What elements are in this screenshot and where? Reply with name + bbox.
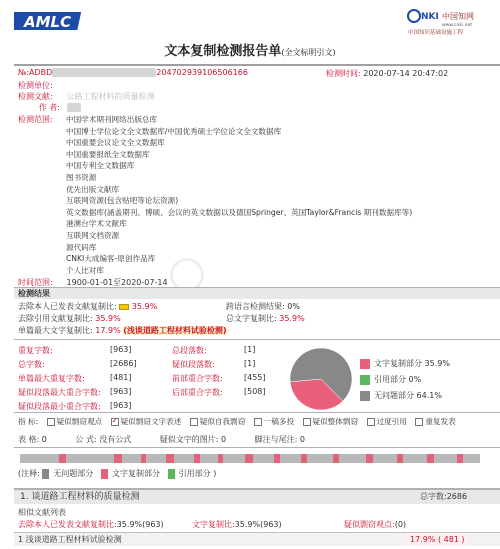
excl-cite-label: 去除引用文献复制比:: [18, 314, 93, 323]
checkbox-whole-plag[interactable]: [303, 418, 311, 426]
check-time-value: 2020-07-14 20:47:02: [363, 69, 449, 78]
doc-sus-view-label: 疑似剽窃观点:: [344, 520, 395, 529]
legend-cite-value: 0%: [408, 375, 422, 384]
indicator-item: 疑似剽窃文字表述: [120, 417, 182, 426]
stat-total-chars-value: [2686]: [110, 359, 137, 368]
strip-segment[interactable]: [333, 454, 339, 463]
database-list: [66, 114, 412, 276]
strip-segment[interactable]: [366, 454, 373, 463]
checkbox-dup-pub[interactable]: [415, 418, 423, 426]
indicator-row: [18, 416, 456, 427]
table-info-row: [18, 434, 331, 445]
legend-swatch-none: [360, 391, 370, 401]
strip-segment[interactable]: [59, 454, 65, 463]
stat-label: 重复字数:: [18, 346, 53, 355]
cnki-logo: [406, 8, 490, 36]
strip-segment[interactable]: [166, 454, 173, 463]
strip-copy-label: 文字复制部分: [112, 469, 161, 478]
stat-single-max-dup: [18, 373, 85, 384]
database-item: 互联网资源(包含贴吧等论坛资源): [66, 196, 179, 206]
similar-doc-title[interactable]: 1 浅谈道路工程材料试验检测: [18, 535, 122, 544]
cross-lang-value: 0%: [287, 302, 300, 311]
doc-copy-value: 35.9%(963): [234, 520, 282, 529]
scope-label: 检测范围:: [18, 115, 53, 124]
results-title: 检测结果: [18, 289, 50, 298]
strip-segment[interactable]: [194, 454, 200, 463]
excl-cite-row: [18, 313, 121, 324]
stat-front-dup-value: [455]: [244, 373, 266, 382]
document-heading[interactable]: 1. 谈道路工程材料的质量检测: [20, 492, 140, 502]
header-divider: [14, 64, 500, 66]
stat-sus-paras: [172, 359, 215, 370]
stat-single-max-dup-value: [481]: [110, 373, 132, 382]
single-max-label: 单篇最大文字复制比:: [18, 326, 93, 335]
database-item: 中国专利全文数据库: [66, 161, 135, 171]
author-row: [18, 102, 81, 113]
indicator-item: 疑似整体剽窃: [312, 417, 359, 426]
period-value: 1900-01-01至2020-07-14: [66, 278, 168, 287]
svg-text:NKI: NKI: [421, 12, 439, 22]
strip-legend: [18, 468, 216, 479]
stat-total-paras: [172, 345, 207, 356]
ratio-bar: [119, 304, 129, 310]
single-max-row: [18, 325, 227, 336]
check-time: [326, 68, 448, 79]
doc-sus-view-group: [344, 519, 406, 530]
database-item: 港澳台学术文献库: [66, 219, 127, 229]
stat-label: 疑似段落数:: [172, 360, 215, 369]
stat-label: 前部重合字数:: [172, 374, 223, 383]
pie-chart: [284, 346, 358, 412]
checkbox-multi-sub[interactable]: [254, 418, 262, 426]
single-max-value: 17.9%: [95, 326, 121, 335]
redacted-block: [52, 68, 156, 77]
total-copy-row: [226, 313, 305, 324]
author-redacted: [67, 103, 81, 112]
checkbox-sus-view[interactable]: [47, 418, 55, 426]
doc-value: 公路工程材料的质量检测: [66, 92, 155, 101]
stat-label: 后部重合字数:: [172, 388, 223, 397]
database-item: 中国学术期刊网络出版总库: [66, 115, 158, 124]
dept-label: 检测单位:: [18, 81, 53, 90]
stat-back-dup-value: [508]: [244, 387, 266, 396]
svg-text:www.cnki.net: www.cnki.net: [442, 23, 473, 28]
doc-row: [18, 91, 155, 102]
stat-sus-max-value: [963]: [110, 387, 132, 396]
excl-cite-value: 35.9%: [95, 314, 121, 323]
doc-ratio-row: [18, 519, 500, 530]
stat-front-dup: [172, 373, 223, 384]
legend-copy-label: 文字复制部分: [374, 359, 422, 368]
database-item: 中国博士学位论文全文数据库/中国优秀硕士学位论文全文数据库: [66, 126, 282, 136]
indicator-item: 重复发表: [425, 417, 456, 426]
formulas-info: 公 式: 没有公式: [75, 435, 132, 444]
svg-text:中国知识基础设施工程: 中国知识基础设施工程: [408, 30, 464, 36]
database-item: 优先出版文献库: [66, 184, 120, 194]
stat-sus-paras-value: [1]: [244, 359, 256, 368]
strip-segment[interactable]: [301, 454, 307, 463]
database-item: 个人比对库: [66, 265, 104, 275]
stat-back-dup: [172, 387, 223, 398]
footnotes-count: 脚注与尾注: 0: [254, 435, 305, 444]
database-item: 中国重要会议论文全文数据库: [66, 138, 165, 148]
note-prefix: (注释:: [18, 469, 40, 478]
total-copy-value: 35.9%: [279, 314, 305, 323]
cross-lang-label: 跨语言检测结果:: [226, 302, 285, 311]
single-max-doc[interactable]: (浅谈道路工程材料试验检测): [123, 326, 227, 335]
doc-copy-label: 文字复制比:: [192, 520, 235, 529]
stat-total-chars: [18, 359, 45, 370]
strip-swatch-copy: [101, 469, 108, 479]
database-item: CNKI大成编客-原创作品库: [66, 254, 156, 264]
scope-row: [18, 114, 64, 125]
doc-excl-self-value: 35.9%(963): [116, 520, 164, 529]
legend-none-label: 无问题部分: [374, 391, 414, 400]
stat-label: 总字数:: [18, 360, 45, 369]
check-time-label: 检测时间:: [326, 69, 361, 78]
doc-copy-group: [192, 519, 282, 530]
legend-cite: [360, 374, 421, 385]
legend-none: [360, 390, 442, 401]
strip-segment[interactable]: [427, 454, 434, 463]
checkbox-self-plag[interactable]: [190, 418, 198, 426]
svg-text:中国知网: 中国知网: [442, 12, 474, 21]
excl-self-label: 去除本人已发表文献复制比:: [18, 302, 117, 311]
similar-doc-value: 17.9% ( 481 ): [406, 533, 469, 546]
report-title: [0, 40, 500, 59]
author-label: 作 者:: [38, 103, 60, 112]
stat-dup-chars: [18, 345, 53, 356]
dept-row: [18, 80, 64, 91]
similar-list-label: 相似文献列表: [18, 508, 66, 517]
report-number-value: 204702939106506166: [156, 68, 248, 77]
stat-sus-min-value: [963]: [110, 401, 132, 410]
images-count: 疑似文字的图片: 0: [159, 435, 227, 444]
strip-segment[interactable]: [245, 454, 252, 463]
strip-segment[interactable]: [141, 454, 147, 463]
total-copy-label: 总文字复制比:: [226, 314, 277, 323]
report-number-label: №:ADBD: [18, 68, 53, 77]
stat-label: 疑似段落最小重合字数:: [18, 402, 101, 411]
indicator-divider: [14, 412, 500, 413]
document-section-header: [14, 488, 500, 504]
legend-copy: [360, 358, 450, 369]
indicator-item: 一稿多投: [263, 417, 295, 426]
strip-segment[interactable]: [457, 454, 463, 463]
excl-self-value: 35.9%: [131, 302, 158, 311]
legend-copy-value: 35.9%: [424, 359, 450, 368]
database-item: 英文数据库(涵盖期刊、博硕、会议的英文数据以及德国Springer、英国Taylor&Francis 期刊数据库等): [66, 207, 413, 217]
char-count-value: 2686: [446, 492, 468, 501]
report-number: [18, 68, 248, 77]
tables-count: 表 格: 0: [18, 435, 47, 444]
database-item: 互联网文档资源: [66, 230, 120, 240]
title-suffix: (全文标明引文): [281, 48, 336, 57]
indicator-item: 疑似自我剽窃: [199, 417, 246, 426]
legend-swatch-cite: [360, 375, 370, 385]
strip-segment[interactable]: [397, 454, 403, 463]
similar-doc-row[interactable]: [14, 532, 500, 546]
doc-excl-self-label: 去除本人已发表文献复制比:: [18, 520, 117, 529]
checkbox-sus-text[interactable]: [111, 418, 119, 426]
strip-none-label: 无问题部分: [53, 469, 94, 478]
cross-lang-row: [226, 301, 300, 312]
stats-divider: [14, 339, 500, 340]
strip-swatch-cite: [168, 469, 175, 479]
checkbox-over-cite[interactable]: [367, 418, 375, 426]
database-item: 源代码库: [66, 242, 97, 252]
amlc-logo: [14, 8, 82, 34]
stat-sus-min: [18, 401, 101, 412]
indicator-label: 指 标:: [18, 417, 39, 426]
legend-swatch-copy: [360, 359, 370, 369]
strip-segment[interactable]: [114, 454, 121, 463]
doc-label: 检测文献:: [18, 92, 53, 101]
doc-sus-view-value: (0): [394, 520, 407, 529]
legend-cite-label: 引用部分: [374, 375, 406, 384]
stat-label: 疑似段落最大重合字数:: [18, 388, 101, 397]
stat-label: 总段落数:: [172, 346, 207, 355]
document-char-count: [420, 490, 467, 504]
database-item: 中国重要报纸全文数据库: [66, 149, 150, 159]
results-section-header: [14, 287, 500, 299]
char-count-label: 总字数:: [420, 492, 447, 501]
strip-segment[interactable]: [274, 454, 280, 463]
note-suffix: ): [213, 469, 217, 478]
stat-total-paras-value: [1]: [244, 345, 256, 354]
excl-self-row: [18, 301, 157, 312]
svg-text:AMLC: AMLC: [24, 13, 72, 31]
stat-label: 单篇最大重复字数:: [18, 374, 85, 383]
strip-cite-label: 引用部分: [178, 469, 211, 478]
strip-divider: [14, 447, 500, 448]
stat-sus-max: [18, 387, 101, 398]
indicator-item: 过度引用: [376, 417, 407, 426]
legend-none-value: 64.1%: [416, 391, 442, 400]
strip-segment[interactable]: [218, 454, 224, 463]
stat-dup-chars-value: [963]: [110, 345, 132, 354]
strip-swatch-none: [42, 469, 49, 479]
period-label: 时间范围:: [18, 278, 53, 287]
similarity-strip: [20, 454, 480, 463]
database-item: 图书资源: [66, 172, 97, 182]
indicator-item: 疑似剽窃观点: [56, 417, 103, 426]
title-main: 文本复制检测报告单: [164, 44, 282, 59]
